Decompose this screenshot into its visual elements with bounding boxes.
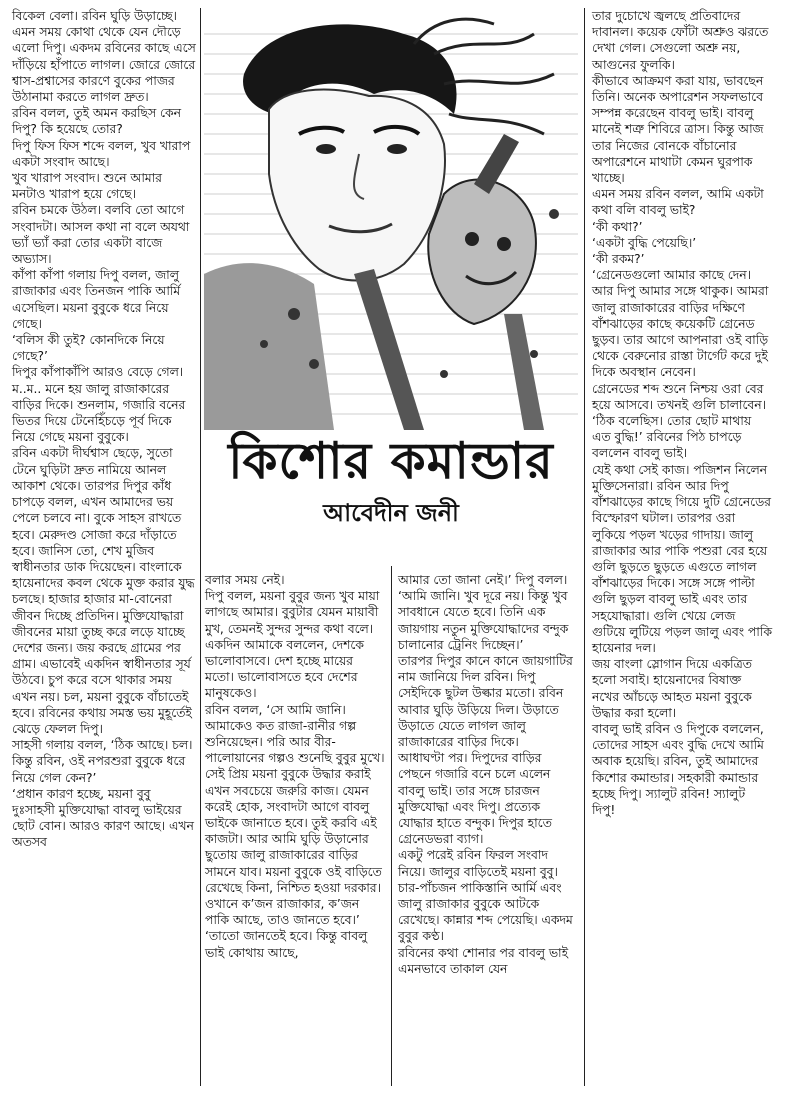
paragraph: রবিনের কথা শোনার পর বাবলু ভাই এমনভাবে তাকাল যেন [398,945,569,976]
column-rule-right [584,8,585,1086]
paragraph: আধাঘণ্টা পর। দিপুদের বাড়ির পেছনে গজারি বনে চলে এলেন বাবলু ভাই। তার সঙ্গে চারজন মুক্তিযোদ্ধা এবং দিপু। প্রত্যেক যোদ্ধার হাতে বন্দুক। দিপুর হাতে গ্রেনেডভরা ব্যাগ। [398,751,552,847]
paragraph: রবিন চমকে উঠল। বলবি তো আগে সংবাদটা। আসল কথা না বলে অযথা ভ্যাঁ ভ্যাঁ করা তোর একটা বাজে অভ্যাস। [12,203,190,267]
paragraph: একটু পরেই রবিন ফিরল সংবাদ নিয়ে। জালুর বাড়িতেই ময়না বুবু। চার-পাঁচজন পাকিস্তানি আর্মি এবং জালু রাজাকার বুবুকে আটকে রেখেছে। কান্নার শব্দ পেয়েছি। একদম বুবুর কণ্ঠ। [398,848,573,944]
column-rule-left [200,8,201,1086]
paragraph: কীভাবে আক্রমণ করা যায়, ভাবছেন তিনি। অনেক অপারেশন সফলভাবে সম্পন্ন করেছেন বাবলু ভাই। বাবলু মানেই শত্রু শিবিরে ত্রাস। কিন্তু আজ তার নিজের বোনকে বাঁচানোর অপারেশনে মাথাটা কেমন ঘুরপাক খাচ্ছে। [592,73,764,186]
paragraph: আমার তো জানা নেই।’ দিপু বলল। [398,573,568,587]
paragraph: যেই কথা সেই কাজ। পজিশন নিলেন মুক্তিসেনারা। রবিন আর দিপু বাঁশঝাড়ের কাছে গিয়ে দুটি গ্রেনেডের বিস্ফোরণ ঘটাল। তারপর ওরা লুকিয়ে পড়ল খড়ের গাদায়। জালু রাজাকার আর পাকি পশুরা বের হয়ে গুলি ছুড়তে ছুড়তে এগুতে লাগল বাঁশঝাড়ের দিকে। সঙ্গে সঙ্গে পাল্টা গুলি ছুড়ল বাবলু ভাই এবং তার সহযোদ্ধারা। গুলি খেয়ে লেজ গুটিয়ে লুটিয়ে পড়ল জালু এবং পাকি হায়েনার দল। [592,462,772,655]
paragraph: ‘কী কথা?’ [592,219,643,234]
paragraph: জয় বাংলা স্লোগান দিয়ে একত্রিত হলো সবাই। হায়েনাদের বিষাক্ত নখের আঁচড়ে আহত ময়না বুবুকে উদ্ধার করা হলো। [592,657,752,720]
paragraph: ‘ঠিক বলেছিস। তোর ছোট মাথায় এত বুদ্ধি!’ রবিনের পিঠ চাপড়ে বললেন বাবলু ভাই। [592,414,752,461]
paragraph: ‘প্রধান কারণ হচ্ছে, ময়না বুবু দুঃসাহসী মুক্তিযোদ্ধা বাবলু ভাইয়ের ছোট বোন। আরও কারণ আছে। এখন অতসব [12,786,194,850]
column-rule-middle [391,566,392,1086]
text-column-2 [205,572,385,961]
paragraph: গ্রেনেডের শব্দ শুনে নিশ্চয় ওরা বের হয়ে আসবে। তখনই গুলি চালাবেন। [592,381,767,412]
paragraph: রবিন একটা দীর্ঘশ্বাস ছেড়ে, সুতো টেনে ঘুড়িটা দ্রুত নামিয়ে আনল আকাশ থেকে। তারপর দিপুর কাঁধ চাপড়ে বলল, এখন আমাদের ভয় পেলে চলবে না। বুকে সাহস রাখতে হবে। মেরুদণ্ড সোজা করে দাঁড়াতে হবে। জানিস তো, শেখ মুজিব স্বাধীনতার ডাক দিয়েছেন। বাংলাকে হায়েনাদের কবল থেকে মুক্ত করার যুদ্ধ চলছে। হাজার হাজার মা-বোনেরা জীবন দিচ্ছে প্রতিদিন। মুক্তিযোদ্ধারা জীবনের মায়া তুচ্ছ করে লড়ে যাচ্ছে দেশের জন্য। জয় করছে গ্রামের পর গ্রাম। এভাবেই একদিন স্বাধীনতার সূর্য উঠবে। চুপ করে বসে থাকার সময় এখন নয়। চল, ময়না বুবুকে বাঁচাতেই হবে। রবিনের কথায় সমস্ত ভয় মুহূর্তেই ঝেড়ে ফেলল দিপু। [12,446,195,736]
paragraph: ‘একটা বুদ্ধি পেয়েছি।’ [592,235,697,250]
story-illustration [204,14,578,430]
paragraph: রবিন বলল, ‘সে আমি জানি। আমাকেও কত রাজা-রানীর গল্প শুনিয়েছেন। পরি আর বীর-পালোয়ানের গল্পও শুনেছি বুবুর মুখে। সেই প্রিয় ময়না বুবুকে উদ্ধার করাই এখন সবচেয়ে জরুরি কাজ। যেমন করেই হোক, সংবাদটা আগে বাবলু ভাইকে জানাতে হবে। তুই করবি এই কাজটা। আর আমি ঘুড়ি উড়ানোর ছুতোয় জালু রাজাকারের বাড়ির সামনে যাব। ময়না বুবুকে ওই বাড়িতে রেখেছে কিনা, নিশ্চিত হওয়া দরকার। ওখানে ক’জন রাজাকার, ক’জন পাকি আছে, তাও জানতে হবে।’ [205,702,385,928]
paragraph: রবিন বলল, তুই অমন করছিস কেন দিপু? কি হয়েছে তোর? [12,106,181,137]
paragraph: সাহসী গলায় বলল, ‘ঠিক আছে। চল। কিন্তু রবিন, ওই নপরশুরা বুবুকে ধরে নিয়ে গেল কেন?’ [12,738,193,785]
paragraph: দিপু ফিস ফিস শব্দে বলল, খুব খারাপ একটা সংবাদ আছে। [12,138,191,169]
paragraph: তারপর দিপুর কানে কানে জায়গাটির নাম জানিয়ে দিল রবিন। দিপু সেইদিকে ছুটল উল্কার মতো। রবিন আবার ঘুড়ি উড়িয়ে দিল। উড়াতে উড়াতে যেতে লাগল জালু রাজাকারের বাড়ির দিকে। [398,654,573,750]
paragraph: বিকেল বেলা। রবিন ঘুড়ি উড়াচ্ছে। এমন সময় কোথা থেকে যেন দৌড়ে এলো দিপু। একদম রবিনের কাছে এসে দাঁড়িয়ে হাঁপাতে লাগল। জোরে জোরে শ্বাস-প্রশ্বাসের কারণে বুকের পাজর উঠানামা করতে লাগল দ্রুত। [12,9,196,105]
paragraph: দিপু বলল, ময়না বুবুর জন্য খুব মায়া লাগছে আমার। বুবুটার যেমন মায়াবী মুখ, তেমনই সুন্দর সুন্দর কথা বলে। একদিন আমাকে বললেন, দেশকে ভালোবাসবে। দেশ হচ্ছে মায়ের মতো। ভালোবাসতে হবে দেশের মানুষকেও। [205,589,380,701]
paragraph: তার দুচোখে জ্বলছে প্রতিবাদের দাবানল। কয়েক ফোঁটা অশ্রুও ঝরতে দেখা গেল। সেগুলো অশ্রু নয়, আগুনের ফুলকি। [592,9,769,72]
paragraph: ‘কী রকম?’ [592,252,645,267]
text-column-1 [12,8,197,851]
paragraph: কাঁপা কাঁপা গলায় দিপু বলল, জালু রাজাকার এবং তিনজন পাকি আর্মি এসেছিল। ময়না বুবুকে ধরে নিয়ে গেছে। [12,268,181,331]
text-column-3 [398,572,578,977]
paragraph: ‘আমি জানি। খুব দূরে নয়। কিন্তু খুব সাবধানে যেতে হবে। তিনি এক জায়গায় নতুন মুক্তিযোদ্ধাদের বন্দুক চালানোর ট্রেনিং দিচ্ছেন।’ [398,589,569,652]
paragraph: ‘বলিস কী তুই? কোনদিকে নিয়ে গেছে?’ [12,333,165,364]
paragraph: বলার সময় নেই। [205,573,285,587]
story-author: আবেদীন জনী [323,499,459,527]
story-title: কিশোর কমান্ডার [228,432,554,490]
paragraph: বাবলু ভাই রবিন ও দিপুকে বললেন, তোদের সাহস এবং বুদ্ধি দেখে আমি অবাক হয়েছি। রবিন, তুই আমাদের কিশোর কমান্ডার। সহকারী কমান্ডার হচ্ছে দিপু। স্যালুট রবিন! স্যালুট দিপু! [592,721,764,817]
paragraph: দিপুর কাঁপাকাঁপি আরও বেড়ে গেল। ম..ম.. মনে হয় জালু রাজাকারের বাড়ির দিকে। শুনলাম, গজারি বনের ভিতর দিয়ে টেনেহিঁচড়ে পূর্ব দিকে নিয়ে গেছে ময়না বুবুকে। [12,365,186,445]
text-column-4 [592,8,772,818]
paragraph: ‘গ্রেনেডগুলো আমার কাছে দেন। আর দিপু আমার সঙ্গে থাকুক। আমরা জালু রাজাকারের বাড়ির দক্ষিণে বাঁশঝাড়ের কাছে কয়েকটি গ্রেনেড ছুড়ব। তার আগে আপনারা ওই বাড়ি থেকে বেরুনোর রাস্তা টার্গেট করে দুই দিকে অবস্থান নেবেন। [592,268,769,380]
paragraph: ‘তাতো জানতেই হবে। কিন্তু বাবলু ভাই কোথায় আছে, [205,929,368,960]
paragraph: এমন সময় রবিন বলল, আমি একটা কথা বলি বাবলু ভাই? [592,187,764,218]
paragraph: খুব খারাপ সংবাদ। শুনে আমার মনটাও খারাপ হয়ে গেছে। [12,171,162,202]
